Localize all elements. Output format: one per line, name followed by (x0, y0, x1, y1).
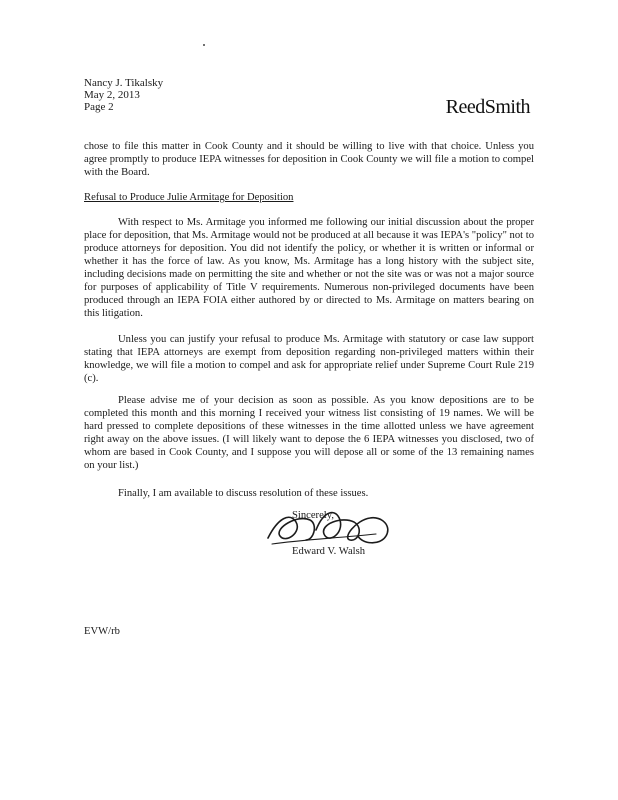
signer-name: Edward V. Walsh (292, 546, 366, 557)
page-number: Page 2 (84, 101, 114, 113)
section-heading: Refusal to Produce Julie Armitage for Deposition (84, 192, 294, 203)
signature-graphic (258, 500, 418, 552)
sincerely-text: Sincerely, (292, 510, 334, 521)
paragraph-justify-refusal: Unless you can justify your refusal to produce Ms. Armitage with statutory or case law support stating that IEPA attorneys are exempt from deposition regarding non-privileged matters within their knowledge, we will file a motion to compel and ask for appropriate relief under Supreme Court Rule 219 (c). (84, 334, 534, 384)
paragraph-advise-decision: Please advise me of your decision as soon as possible. As you know depositions are to be completed this month and this morning I received your witness list consisting of 19 names. We will be hard pressed to complete depositions of these witnesses in the time allotted unless we have agreement right away on the above issues. (I will likely want to depose the 6 IEPA witnesses you disclosed, two of whom are based in Cook County, and I suppose you will depose all or some of the 13 remaining names on your list.) (84, 395, 534, 471)
letter-date: May 2, 2013 (84, 89, 140, 101)
paragraph-continuation: chose to file this matter in Cook County and it should be willing to live with that choice. Unless you agree promptly to produce IEPA witnesses for deposition in Cook County we will file a motion to compel with the Board. (84, 141, 534, 178)
reedsmith-logo: ReedSmith (445, 96, 530, 118)
scan-speck (203, 44, 205, 46)
paragraph-closing: Finally, I am available to discuss resolution of these issues. (118, 488, 369, 499)
typist-initials: EVW/rb (84, 626, 120, 637)
paragraph-armitage-policy: With respect to Ms. Armitage you informed me following our initial discussion about the proper place for deposition, that Ms. Armitage would not be produced at all because it was IEPA's "policy" not to produce attorneys for deposition. You did not identify the policy, or whether it is written or informal or whether it has the force of law. As you know, Ms. Armitage has a long history with the subject site, including decisions made on permitting the site and whether or not the site was or was not a major source for purposes of applicability of Title V requirements. Numerous non-privileged documents have been produced through an IEPA FOIA either authored by or directed to Ms. Armitage on matters bearing on this litigation. (84, 217, 534, 319)
recipient-name: Nancy J. Tikalsky (84, 77, 164, 89)
